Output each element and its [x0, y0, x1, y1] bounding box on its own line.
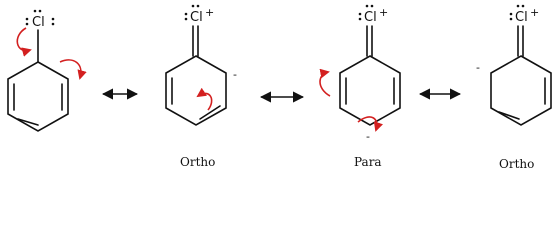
chlorine-symbol: Cl	[515, 10, 528, 25]
chlorine-cation	[359, 5, 389, 25]
chlorine-symbol: Cl	[364, 10, 377, 25]
pi-bond-arrow-top	[320, 72, 330, 96]
negative-charge: -	[366, 130, 370, 143]
structure-ortho-1	[166, 5, 237, 169]
chlorine-cation	[185, 5, 215, 25]
structure-label: Ortho	[180, 155, 216, 169]
positive-charge: +	[379, 6, 389, 19]
ring	[340, 56, 400, 125]
positive-charge: +	[530, 6, 540, 19]
ring	[491, 56, 551, 125]
chlorine-symbol: Cl	[32, 15, 45, 30]
negative-charge: -	[476, 61, 480, 74]
structure-label: Ortho	[499, 157, 535, 171]
benzene-ring	[8, 62, 68, 131]
pi-bond-arrow	[60, 60, 81, 78]
structure-para	[320, 5, 400, 169]
lone-pair-arrow	[17, 28, 30, 51]
positive-charge: +	[205, 6, 215, 19]
structure-label: Para	[354, 155, 382, 169]
structure-ortho-2	[476, 5, 551, 171]
chlorine-cation	[510, 5, 540, 25]
chlorine-atom	[26, 10, 55, 30]
structure-chlorobenzene	[8, 10, 81, 131]
ring	[166, 56, 226, 125]
pi-bond-arrow	[198, 93, 212, 110]
chlorine-symbol: Cl	[190, 10, 203, 25]
negative-charge: -	[233, 68, 237, 81]
